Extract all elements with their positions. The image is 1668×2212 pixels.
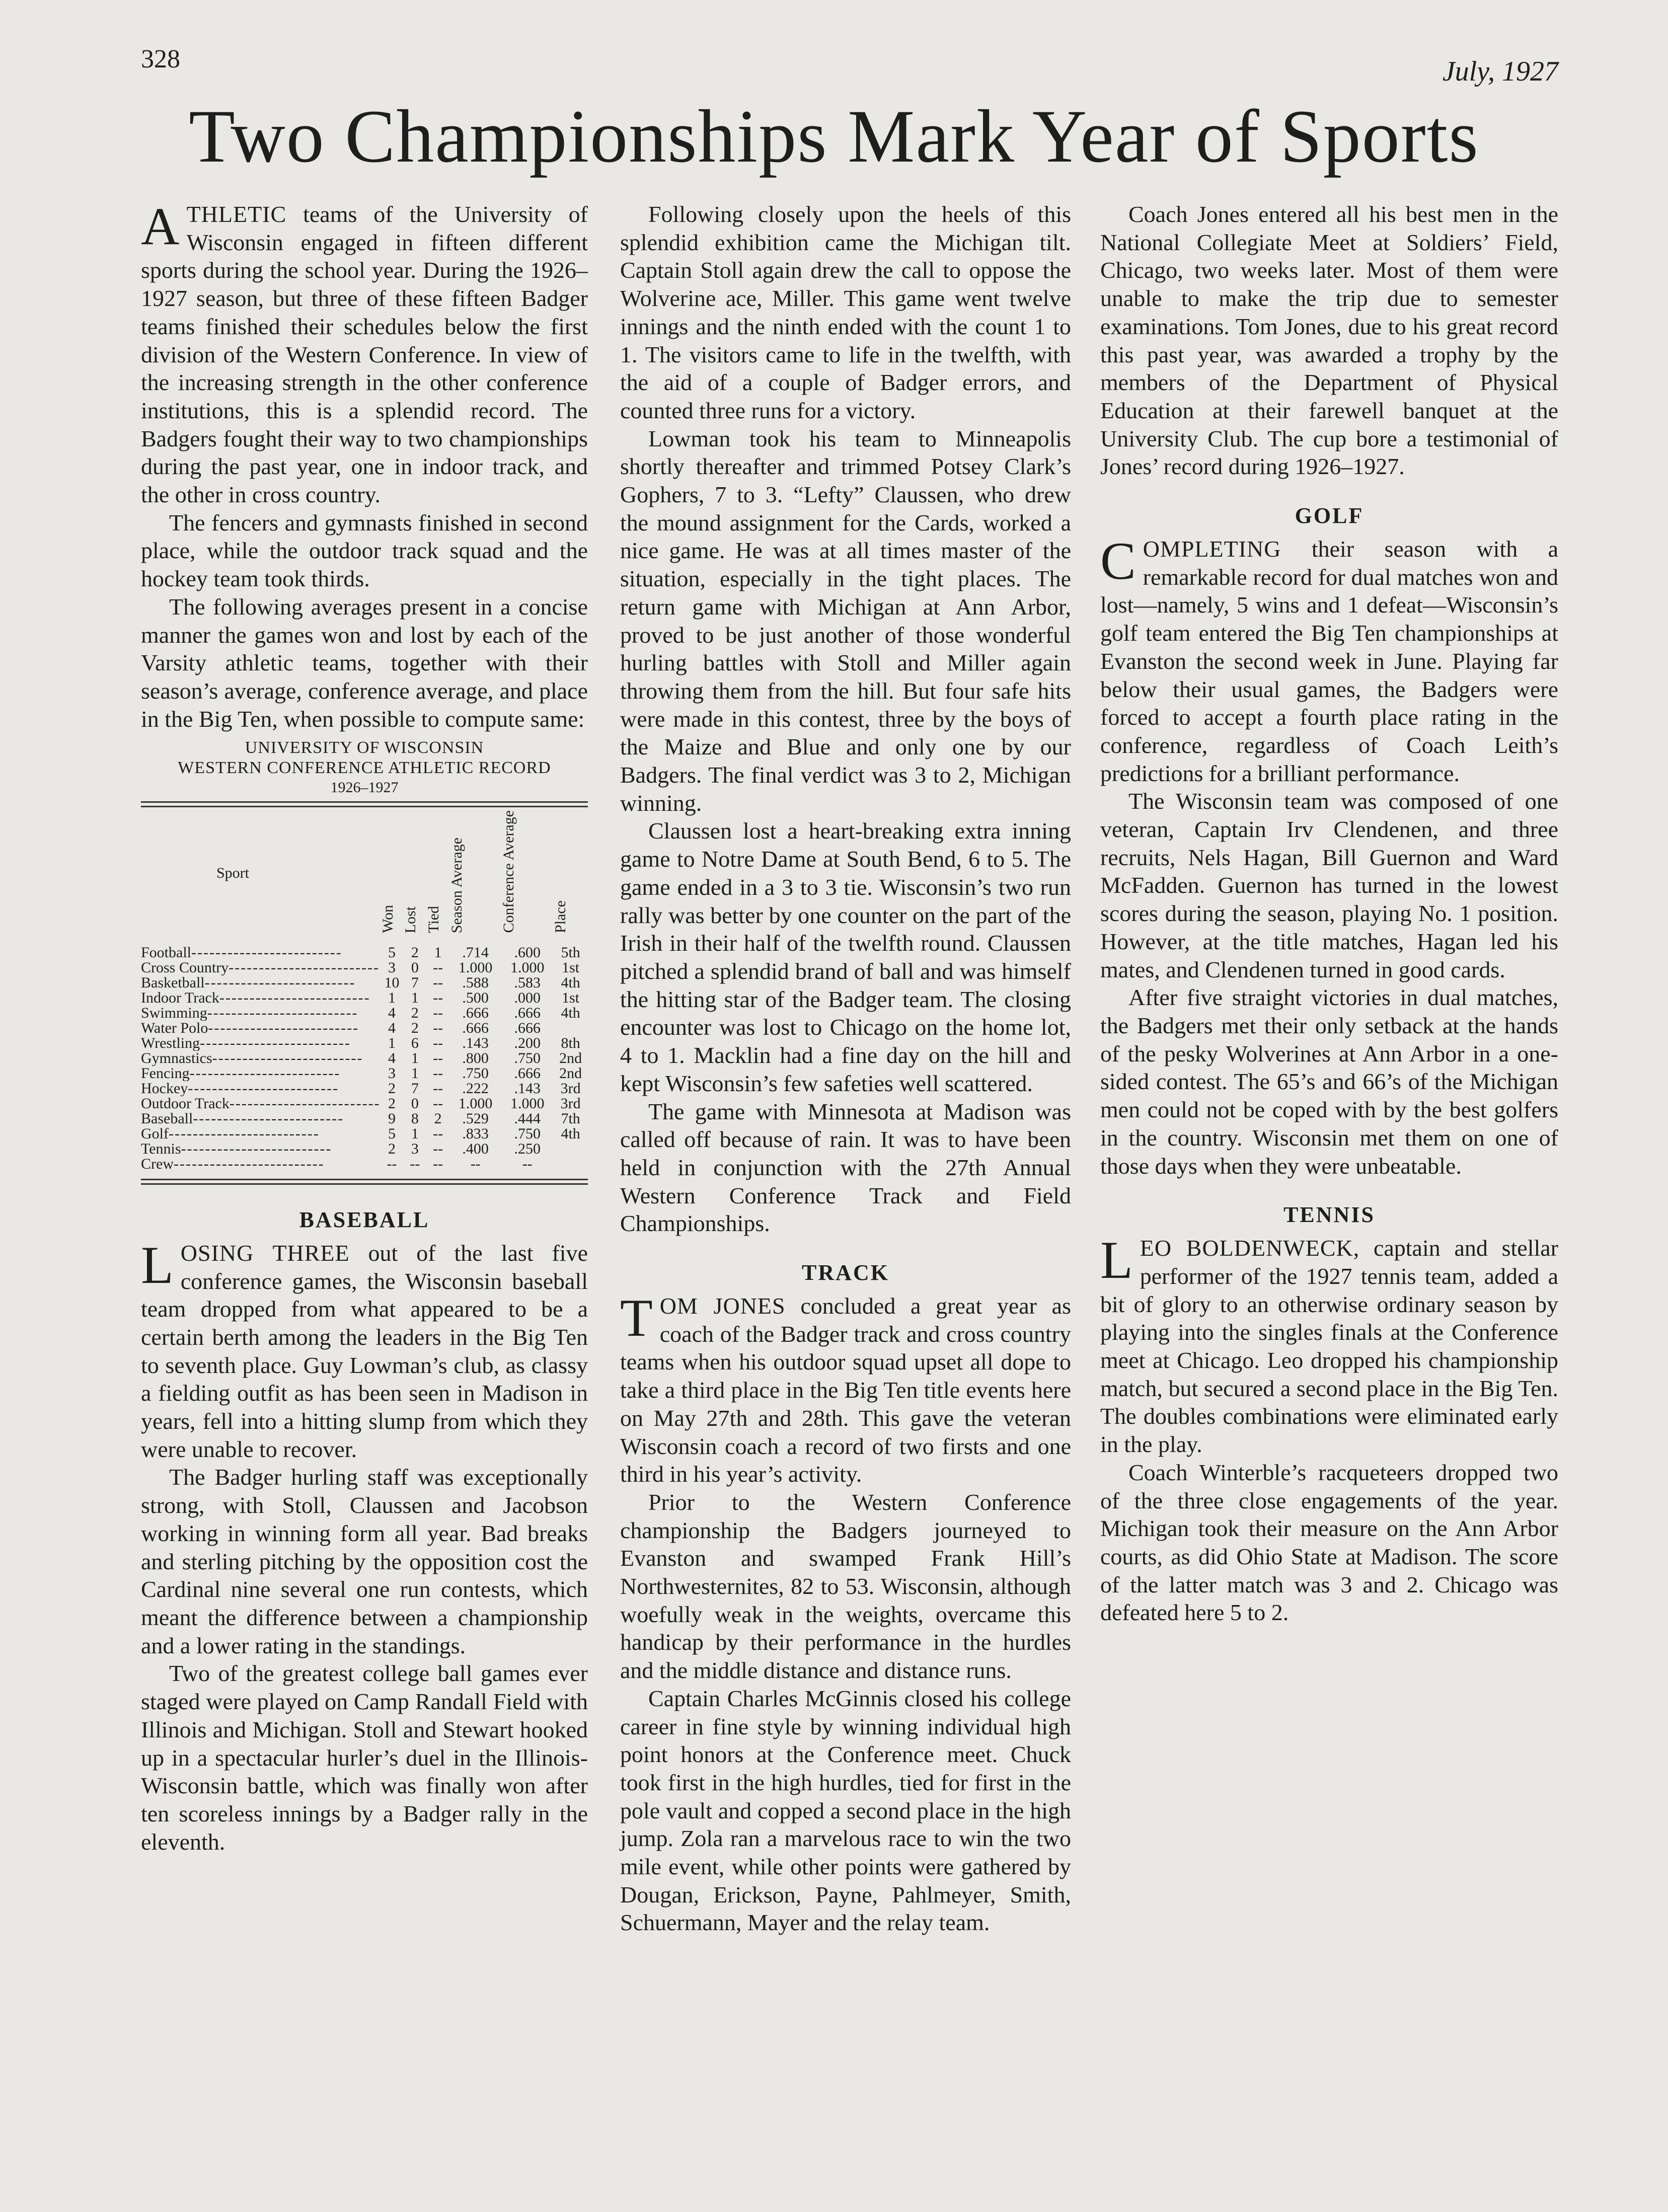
golf-paragraph-3: After five straight victories in dual matches, the Badgers met their only setback at the hands of the pesky Wolverines at Ann Arbor in a one-sided contest. The 65’s and 66’s of the Michigan men could not be coped with by the best golfers in the country. Wisconsin met them on one of those days when they were unbeatable.: [1100, 984, 1558, 1179]
column-header-place: Place: [552, 900, 569, 933]
tied-cell: 2: [434, 1110, 442, 1127]
table-row: [141, 1111, 588, 1126]
headline: Two Championships Mark Year of Sports: [189, 95, 1479, 178]
won-cell: 4: [388, 1019, 396, 1036]
won-cell: 2: [388, 1095, 396, 1112]
dropcap: C: [1100, 531, 1136, 591]
season-average-cell: .714: [462, 944, 489, 961]
track-paragraph-2: Prior to the Western Conference championship the Badgers journeyed to Evanston and swamped Frank Hill’s Northwesternites, 82 to 53. Wisconsin, although woefully weak in the weights, overcame this handicap by their performance in the hurdles and the middle distance and distance runs.: [620, 1489, 1071, 1684]
place-cell: 8th: [561, 1034, 580, 1051]
intro-paragraph-3: The following averages present in a concise manner the games won and lost by each of the Varsity athletic teams, together with their season’s average, conference average, and place in the Big Ten, when possible to compute same:: [141, 593, 588, 732]
golf-paragraph-1: [1100, 531, 1558, 787]
dropcap: A: [141, 197, 180, 256]
paragraph-text: their season with a remarkable record for dual matches won and lost—namely, 5 wins and 1 defeat—Wisconsin’s golf team entered the Big Ten championships at Evanston the second week in June. Playing far below their usual games, the Badgers were forced to accept a fourth place rating in the conference, regardless of Coach Leith’s predictions for a brilliant performance.: [1100, 536, 1558, 786]
column-header-lost: Lost: [402, 906, 419, 933]
double-rule: [141, 1179, 588, 1185]
season-average-cell: .588: [462, 974, 489, 991]
table-row: [141, 1006, 588, 1021]
record-header-row: [141, 810, 588, 936]
conference-average-cell: .750: [514, 1049, 541, 1066]
track-paragraph-4: Coach Jones entered all his best men in the National Collegiate Meet at Soldiers’ Field, Chicago, two weeks later. Most of them were unable to make the trip due to semester examinations. Tom Jones, due to his great record this past year, was awarded a trophy by the members of the Department of Physical Education at their farewell banquet at the University Club. The cup bore a testimonial of Jones’ record during 1926–1927.: [1100, 201, 1558, 480]
dropcap: L: [1100, 1231, 1133, 1290]
won-cell: 2: [388, 1140, 396, 1157]
record-title-line-1: UNIVERSITY OF WISCONSIN: [245, 738, 484, 757]
record-title-line-2: WESTERN CONFERENCE ATHLETIC RECORD: [178, 758, 551, 778]
conference-average-cell: .583: [514, 974, 541, 991]
page-number: 328: [141, 45, 180, 73]
sport-name: Basketball-------------------------: [141, 975, 356, 990]
won-cell: 5: [388, 944, 396, 961]
sport-name: Golf-------------------------: [141, 1126, 320, 1141]
lost-cell: 1: [411, 1049, 419, 1066]
record-years: 1926–1927: [330, 779, 399, 796]
won-cell: 1: [388, 1034, 396, 1051]
track-paragraph-3: Captain Charles McGinnis closed his college career in fine style by winning individual high point honors at the Conference meet. Chuck took first in the high hurdles, tied for first in the pole vault and copped a second place in the high jump. Zola ran a marvelous race to win the two mile event, while other points were gathered by Dougan, Erickson, Payne, Pahlmeyer, Smith, Schuermann, Mayer and the relay team.: [620, 1685, 1071, 1936]
lost-cell: 0: [411, 959, 419, 976]
table-row: [141, 975, 588, 990]
lost-cell: 1: [411, 989, 419, 1006]
tennis-paragraph-2: Coach Winterble’s racqueteers dropped two of the three close engagements of the year. Michigan took their measure on the Ann Arbor courts, as did Ohio State at Madison. The score of the latter match was 3 and 2. Chicago was defeated here 5 to 2.: [1100, 1459, 1558, 1626]
column-header-sport: Sport: [216, 865, 250, 882]
athletic-record: [141, 738, 588, 1184]
golf-paragraph-2: The Wisconsin team was composed of one veteran, Captain Irv Clendenen, and three recruits, Nels Hagan, Bill Guernon and Ward McFadden. Guernon has turned in the lowest scores during the season, playing No. 1 position. However, at the title matches, Hagan led his mates, and Clendenen turned in good cards.: [1100, 788, 1558, 982]
baseball-paragraph-1: [141, 1235, 588, 1464]
paragraph-text: concluded a great year as coach of the Badger track and cross country teams when his outdoor squad upset all dope to take a third place in the Big Ten title events here on May 27th and 28th. This gave the veteran Wisconsin coach a record of two firsts and one third in his year’s activity.: [620, 1293, 1071, 1487]
lead-caps: THLETIC: [186, 201, 287, 227]
won-cell: 1: [388, 989, 396, 1006]
baseball-paragraph-3: Two of the greatest college ball games ever staged were played on Camp Randall Field with Illinois and Michigan. Stoll and Stewart hooked up in a spectacular hurler’s duel in the Illinois-Wisconsin battle, which was finally won after ten scoreless innings by a Badger rally in the eleventh.: [141, 1660, 588, 1855]
sport-name: Wrestling-------------------------: [141, 1035, 351, 1051]
sport-name: Fencing-------------------------: [141, 1065, 341, 1081]
lost-cell: 3: [411, 1140, 419, 1157]
won-cell: 10: [384, 974, 400, 991]
season-average-cell: 1.000: [458, 959, 493, 976]
baseball-paragraph-6: Claussen lost a heart-breaking extra inning game to Notre Dame at South Bend, 6 to 5. The game ended in a 3 to 3 tie. Wisconsin’s two run rally was better by one counter on the part of the Irish in their half of the twelfth round. Claussen pitched a splendid brand of ball and was himself the hitting star of the Badger team. The closing encounter was lost to Chicago on the home lot, 4 to 1. Macklin had a fine day on the hill and kept Wisconsin’s few safeties well scattered.: [620, 818, 1071, 1096]
sport-name: Swimming-------------------------: [141, 1005, 358, 1021]
tied-cell: --: [433, 1080, 443, 1097]
conference-average-cell: .666: [514, 1064, 541, 1082]
lost-cell: 6: [411, 1034, 419, 1051]
conference-average-cell: --: [522, 1155, 533, 1172]
conference-average-cell: .600: [514, 944, 541, 961]
lead-caps: OM JONES: [659, 1293, 786, 1319]
won-cell: --: [387, 1155, 397, 1172]
section-heading-track: TRACK: [802, 1260, 889, 1285]
tennis-paragraph-1: [1100, 1231, 1558, 1459]
place-cell: 4th: [561, 974, 580, 991]
tied-cell: --: [433, 974, 443, 991]
season-average-cell: .143: [462, 1034, 489, 1051]
tied-cell: --: [433, 959, 443, 976]
table-row: [141, 990, 588, 1006]
season-average-cell: --: [470, 1155, 481, 1172]
conference-average-cell: 1.000: [510, 959, 545, 976]
section-heading-golf: GOLF: [1295, 503, 1364, 528]
won-cell: 3: [388, 959, 396, 976]
lost-cell: 1: [411, 1064, 419, 1082]
section-heading-tennis: TENNIS: [1283, 1202, 1375, 1228]
place-cell: [553, 1141, 588, 1157]
tied-cell: --: [433, 1034, 443, 1051]
season-average-cell: .400: [462, 1140, 489, 1157]
column-header-conference-average: Conference Average: [500, 810, 517, 933]
won-cell: 3: [388, 1064, 396, 1082]
baseball-paragraph-7: The game with Minnesota at Madison was called off because of rain. It was to have been held in conjunction with the 27th Annual Western Conference Track and Field Championships.: [620, 1098, 1071, 1237]
season-average-cell: 1.000: [458, 1095, 493, 1112]
sport-name: Football-------------------------: [141, 944, 342, 960]
lost-cell: 0: [411, 1095, 419, 1112]
table-row: [141, 960, 588, 975]
lead-caps: OMPLETING: [1143, 536, 1281, 562]
record-table: [141, 810, 588, 1171]
tied-cell: --: [433, 1019, 443, 1036]
lead-caps: EO BOLDENWECK,: [1140, 1235, 1360, 1261]
column-2: [620, 200, 1071, 1937]
conference-average-cell: .250: [514, 1140, 541, 1157]
season-average-cell: .750: [462, 1064, 489, 1082]
place-cell: 2nd: [559, 1049, 582, 1066]
table-row: [141, 1157, 588, 1172]
tied-cell: 1: [434, 944, 442, 961]
lost-cell: 8: [411, 1110, 419, 1127]
tied-cell: --: [433, 1064, 443, 1082]
sport-name: Outdoor Track-------------------------: [141, 1096, 381, 1111]
conference-average-cell: .143: [514, 1080, 541, 1097]
baseball-paragraph-2: The Badger hurling staff was exceptionally strong, with Stoll, Claussen and Jacobson working in winning form all year. Bad breaks and sterling pitching by the opposition cost the Cardinal nine several one run contests, which meant the difference between a championship and a lower rating in the standings.: [141, 1464, 588, 1658]
paragraph-text: captain and stellar performer of the 1927 tennis team, added a bit of glory to an otherwise ordinary season by playing into the singles finals at the Conference meet at Chicago. Leo dropped his championship match, but secured a second place in the Big Ten. The doubles combinations were eliminated early in the play.: [1100, 1235, 1558, 1458]
conference-average-cell: .666: [514, 1004, 541, 1021]
baseball-paragraph-5: Lowman took his team to Minneapolis shortly thereafter and trimmed Potsey Clark’s Gophers, 7 to 3. “Lefty” Claussen, who drew the mound assignment for the Cards, worked a nice game. He was at all times master of the situation, especially in the tight places. The return game with Michigan at Ann Arbor, proved to be just another of those wonderful hurling battles with Stoll and Miller again throwing them from the hill. But four safe hits were made in this contest, three by the boys of the Maize and Blue and only one by our Badgers. The final verdict was 3 to 2, Michigan winning.: [620, 425, 1071, 816]
sport-name: Indoor Track-------------------------: [141, 990, 370, 1006]
intro-paragraph-1: [141, 197, 588, 509]
won-cell: 5: [388, 1125, 396, 1142]
table-row: [141, 1096, 588, 1111]
sport-name: Crew-------------------------: [141, 1156, 325, 1172]
tied-cell: --: [433, 1140, 443, 1157]
table-row: [141, 1051, 588, 1066]
tied-cell: --: [433, 1125, 443, 1142]
place-cell: 7th: [561, 1110, 580, 1127]
column-header-won: Won: [379, 904, 396, 933]
tied-cell: --: [433, 1095, 443, 1112]
paragraph-text: out of the last five conference games, the Wisconsin baseball team dropped from what appeared to be a certain berth among the leaders in the Big Ten to seventh place. Guy Lowman’s club, as classy a fielding outfit as has been seen in Madison in years, fell into a hitting slump from which they were unable to recover.: [141, 1240, 588, 1462]
conference-average-cell: 1.000: [510, 1095, 545, 1112]
tied-cell: --: [433, 1155, 443, 1172]
season-average-cell: .666: [462, 1004, 489, 1021]
lost-cell: --: [410, 1155, 420, 1172]
place-cell: 1st: [562, 989, 580, 1006]
lost-cell: 2: [411, 1004, 419, 1021]
season-average-cell: .222: [462, 1080, 489, 1097]
conference-average-cell: .000: [514, 989, 541, 1006]
place-cell: 2nd: [559, 1064, 582, 1082]
won-cell: 9: [388, 1110, 396, 1127]
conference-average-cell: .200: [514, 1034, 541, 1051]
lost-cell: 2: [411, 944, 419, 961]
paragraph-text: teams of the University of Wisconsin engaged in fifteen different sports during the school year. During the 1926–1927 season, but three of these fifteen Badger teams finished their schedules below the first division of the Western Conference. In view of the increasing strength in the other conference institutions, this is a splendid record. The Badgers fought their way to two championships during the past year, one in indoor track, and the other in cross country.: [141, 201, 588, 508]
sport-name: Tennis-------------------------: [141, 1141, 332, 1157]
season-average-cell: .800: [462, 1049, 489, 1066]
won-cell: 4: [388, 1049, 396, 1066]
tied-cell: --: [433, 1004, 443, 1021]
place-cell: 4th: [561, 1125, 580, 1142]
sport-name: Cross Country-------------------------: [141, 960, 380, 975]
sport-name: Gymnastics-------------------------: [141, 1050, 363, 1066]
table-row: [141, 1126, 588, 1141]
table-row: [141, 1081, 588, 1096]
column-header-season-average: Season Average: [448, 837, 466, 933]
won-cell: 2: [388, 1080, 396, 1097]
section-heading-baseball: BASEBALL: [299, 1207, 430, 1232]
issue-date: July, 1927: [1442, 56, 1558, 87]
dropcap: T: [620, 1288, 653, 1348]
tied-cell: --: [433, 989, 443, 1006]
double-rule: [141, 801, 588, 807]
sport-name: Hockey-------------------------: [141, 1081, 339, 1096]
dropcap: L: [141, 1235, 174, 1294]
table-row: [141, 1021, 588, 1036]
lead-caps: OSING THREE: [180, 1240, 350, 1266]
lost-cell: 7: [411, 1080, 419, 1097]
place-cell: [553, 1021, 588, 1036]
place-cell: 1st: [562, 959, 580, 976]
lost-cell: 7: [411, 974, 419, 991]
place-cell: 3rd: [560, 1080, 581, 1097]
table-row: [141, 1036, 588, 1051]
conference-average-cell: .666: [514, 1019, 541, 1036]
season-average-cell: .529: [462, 1110, 489, 1127]
column-3: [1100, 200, 1558, 1627]
won-cell: 4: [388, 1004, 396, 1021]
conference-average-cell: .444: [514, 1110, 541, 1127]
place-cell: 3rd: [560, 1095, 581, 1112]
season-average-cell: .666: [462, 1019, 489, 1036]
track-paragraph-1: [620, 1288, 1071, 1488]
place-cell: 4th: [561, 1004, 580, 1021]
place-cell: [553, 1157, 588, 1172]
sport-name: Baseball-------------------------: [141, 1111, 344, 1126]
baseball-paragraph-4: Following closely upon the heels of this splendid exhibition came the Michigan tilt. Captain Stoll again drew the call to oppose the Wolverine ace, Miller. This game went twelve innings and the ninth ended with the count 1 to 1. The visitors came to life in the twelfth, with the aid of a couple of Badger errors, and counted three runs for a victory.: [620, 201, 1071, 423]
column-1: [141, 197, 588, 1856]
column-header-tied: Tied: [425, 905, 442, 933]
place-cell: 5th: [561, 944, 580, 961]
table-row: [141, 1141, 588, 1157]
intro-paragraph-2: The fencers and gymnasts finished in second place, while the outdoor track squad and the hockey team took thirds.: [141, 509, 588, 592]
sport-name: Water Polo-------------------------: [141, 1020, 359, 1036]
tied-cell: --: [433, 1049, 443, 1066]
table-row: [141, 1066, 588, 1081]
conference-average-cell: .750: [514, 1125, 541, 1142]
lost-cell: 2: [411, 1019, 419, 1036]
season-average-cell: .833: [462, 1125, 489, 1142]
season-average-cell: .500: [462, 989, 489, 1006]
table-row: [141, 936, 588, 960]
lost-cell: 1: [411, 1125, 419, 1142]
